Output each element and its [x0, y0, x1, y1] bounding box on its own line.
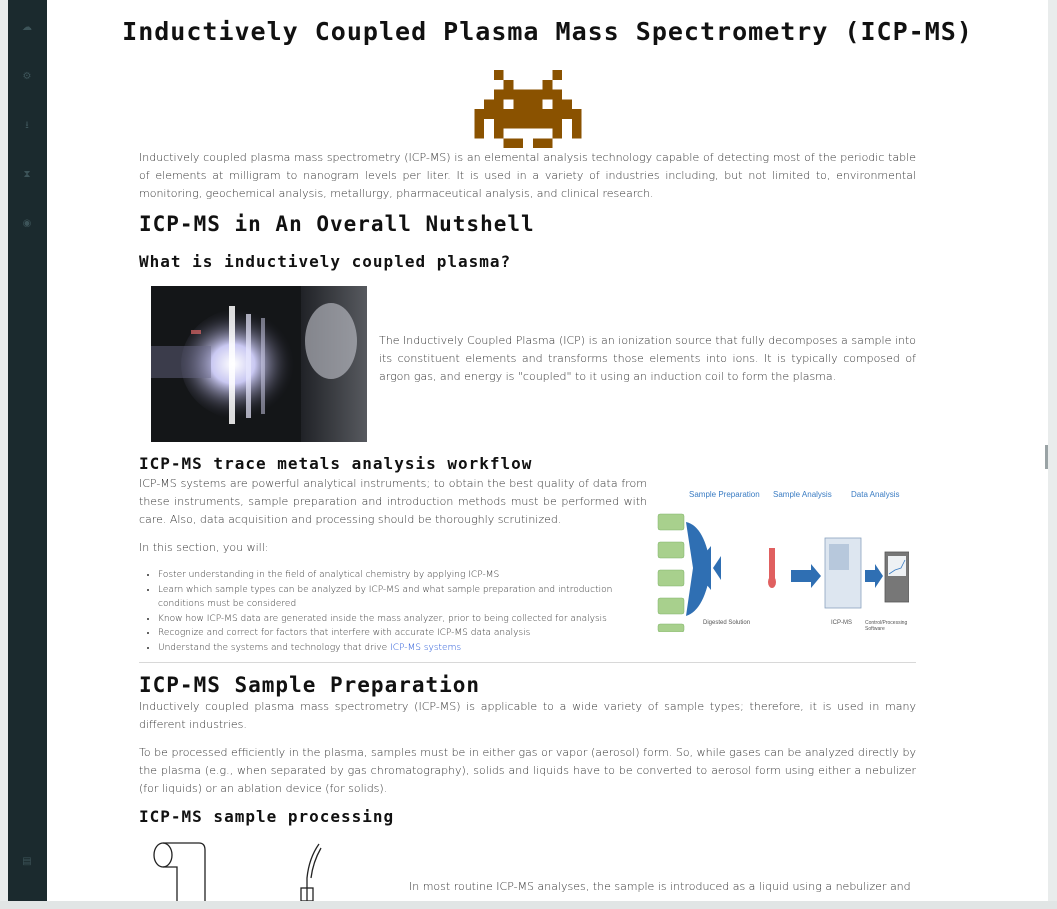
- list-item-text: Understand the systems and technology that drive: [158, 642, 391, 653]
- section-heading-nutshell: ICP-MS in An Overall Nutshell: [139, 212, 535, 236]
- workflow-diagram: [653, 486, 909, 632]
- nebulizer-drawing: [151, 838, 331, 901]
- list-item: [158, 641, 628, 656]
- page-title: Inductively Coupled Plasma Mass Spectrometry (ICP-MS): [122, 17, 973, 46]
- plasma-description: The Inductively Coupled Plasma (ICP) is an ionization source that fully decomposes a sample into its constituent elements and transforms those elements into ions. It is typically composed of argon gas, and energy is "coupled" to it using an induction coil to form the plasma.: [379, 334, 916, 383]
- figure-label-sample-analysis: Sample Analysis: [773, 490, 832, 499]
- section-heading-sample-prep: ICP-MS Sample Preparation: [139, 673, 481, 697]
- subheading-sample-processing: ICP-MS sample processing: [139, 807, 395, 826]
- list-item: • Know how ICP-MS data are generated inside the mass analyzer, prior to being collected for analysis: [158, 612, 628, 627]
- icp-ms-systems-link[interactable]: ICP-MS systems: [390, 642, 462, 653]
- workflow-paragraph: ICP-MS systems are powerful analytical instruments; to obtain the best quality of data from these instruments, sample preparation and introduction methods must be performed with care. Also, data acquisition and processing should be thoroughly scrutinized.: [139, 477, 647, 526]
- main-content: [47, 0, 1048, 901]
- figure-label-sample-prep: Sample Preparation: [689, 490, 760, 499]
- list-item: • Recognize and correct for factors that interfere with accurate ICP-MS data analysis: [158, 626, 628, 641]
- sidebar: [8, 0, 47, 901]
- eye-icon[interactable]: ◉: [22, 218, 32, 229]
- sample-prep-paragraph-2: To be processed efficiently in the plasma, samples must be in either gas or vapor (aerosol) form. So, while gases can be analyzed directly by the plasma (e.g., when separated by gas chromatography), solids and liquids have to be converted to aerosol form using either a nebulizer (for liquids) or an ablation device (for solids).: [139, 746, 916, 795]
- sample-prep-paragraph-1: Inductively coupled plasma mass spectrometry (ICP-MS) is applicable to a wide variety of sample types; therefore, it is used in many different industries.: [139, 700, 916, 731]
- intro-paragraph: Inductively coupled plasma mass spectrometry (ICP-MS) is an elemental analysis technology capable of detecting most of the periodic table of elements at milligram to nanogram levels per liter. It is used in a variety of industries including, but not limited to, environmental monitoring, geochemical analysis, metallurgy, pharmaceutical analysis, and clinical research.: [139, 151, 916, 200]
- objectives-list: [139, 568, 628, 655]
- divider: [139, 662, 916, 663]
- figure-label-data-analysis: Data Analysis: [851, 490, 900, 499]
- card-icon[interactable]: ▤: [22, 856, 32, 867]
- list-item: • Learn which sample types can be analyzed by ICP-MS and what sample preparation and introduction conditions must be considered: [158, 583, 628, 612]
- figure-caption-icpms: ICP-MS: [831, 620, 852, 626]
- space-invader-icon: [474, 70, 582, 148]
- scrollbar-handle[interactable]: [1045, 445, 1048, 469]
- cloud-icon[interactable]: ☁: [22, 22, 32, 33]
- download-icon[interactable]: ⭳: [25, 120, 29, 131]
- subheading-workflow: ICP-MS trace metals analysis workflow: [139, 454, 533, 473]
- gear-icon[interactable]: ⚙: [22, 71, 32, 82]
- subheading-plasma: What is inductively coupled plasma?: [139, 252, 512, 271]
- hourglass-icon[interactable]: ⧗: [23, 169, 31, 180]
- list-item: • Foster understanding in the field of analytical chemistry by applying ICP-MS: [158, 568, 628, 583]
- workflow-lead: In this section, you will:: [139, 541, 269, 554]
- plasma-torch-image: [151, 286, 367, 442]
- workflow-graphic: [653, 486, 909, 632]
- sample-processing-text: In most routine ICP-MS analyses, the sample is introduced as a liquid using a nebulizer and: [409, 880, 911, 893]
- bottom-strip: [0, 901, 1057, 909]
- figure-caption-digested: Digested Solution: [703, 620, 751, 626]
- figure-caption-software: Control/Processing Software: [865, 620, 908, 632]
